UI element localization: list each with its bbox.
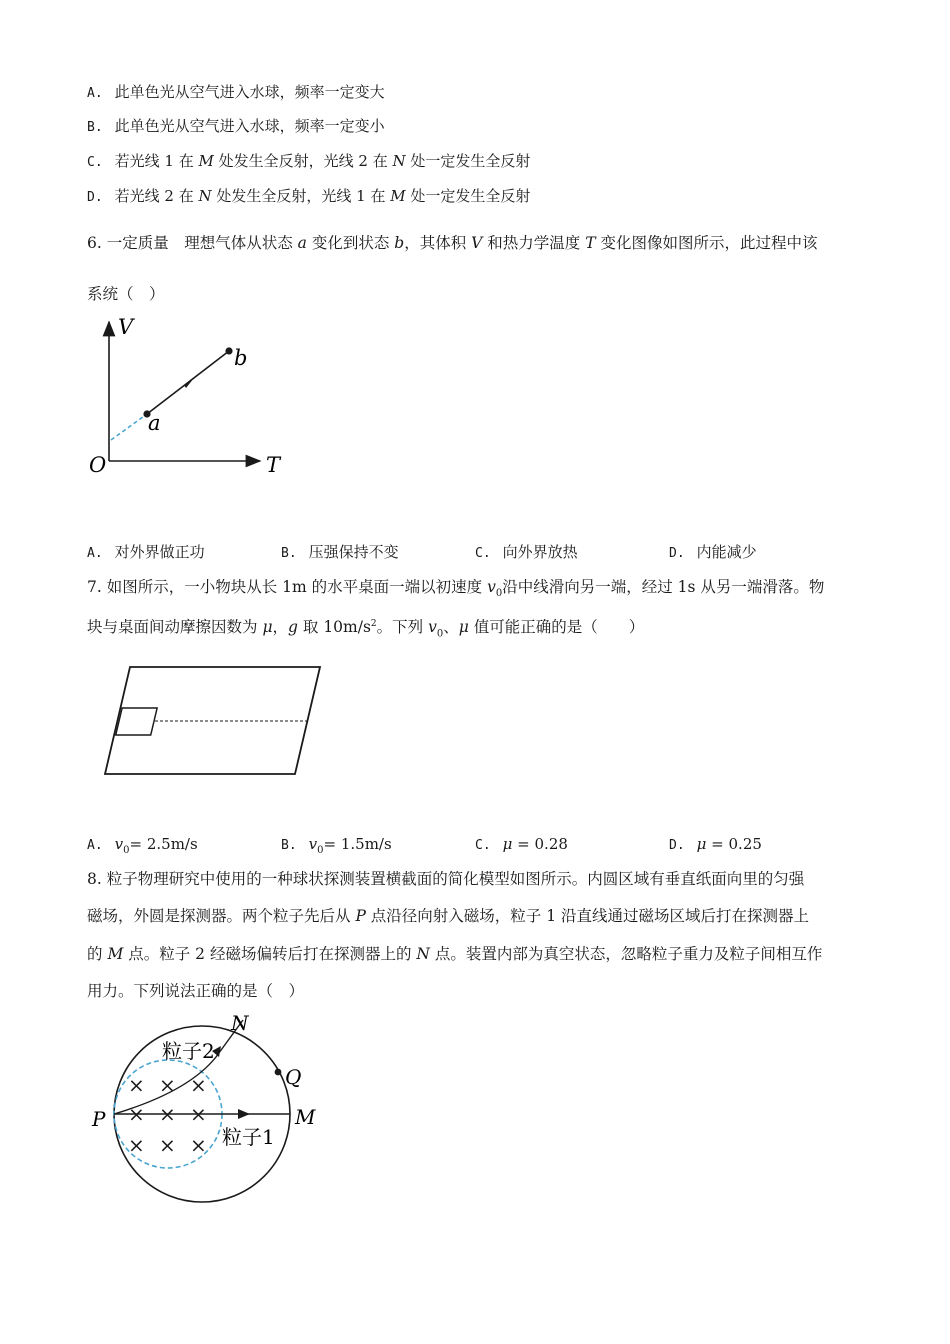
field-mark: ×: [190, 1073, 207, 1097]
option-label: A.: [87, 86, 103, 101]
q8-stem-line3: [87, 944, 822, 964]
label-particle2: 粒子2: [162, 1039, 215, 1063]
var-v: v: [114, 835, 124, 853]
stem-text: 值可能正确的是（ ）: [468, 618, 645, 637]
q6-option-d: [669, 542, 757, 564]
var-v: V: [471, 234, 483, 252]
extrapolation-dashed-line: [111, 414, 147, 440]
stem-text: 取 10m/s: [297, 618, 371, 637]
option-text: 压强保持不变: [308, 543, 399, 561]
var-v: v: [428, 618, 437, 637]
subscript: 0: [495, 588, 503, 600]
stem-text: 块与桌面间动摩擦因数为: [87, 618, 263, 637]
option-text: 此单色光从空气进入水球，频率一定变小: [114, 117, 385, 135]
option-text: 处一定发生全反射: [405, 152, 531, 170]
detector-figure: [88, 1012, 328, 1212]
q7-option-d: [669, 834, 762, 856]
option-label: B.: [281, 838, 297, 853]
option-text: 对外界做正功: [114, 543, 205, 561]
var-a: a: [297, 234, 307, 252]
q6-stem-line2: 系统（ ）: [87, 285, 165, 303]
q7-option-b: [281, 834, 392, 861]
q5-option-a: [87, 82, 385, 104]
field-mark: ×: [159, 1133, 176, 1157]
stem-text: 7. 如图所示，一小物块从长 1m 的水平桌面一端以初速度: [87, 578, 488, 596]
var-mu: μ: [696, 835, 707, 853]
option-text: 处发生全反射，光线 2 在: [213, 152, 393, 170]
q6-option-a: [87, 542, 205, 564]
point-q: [275, 1069, 282, 1076]
subscript: 0: [123, 845, 130, 856]
stem-text: 和热力学温度: [482, 234, 586, 252]
stem-text: 、: [443, 618, 459, 637]
option-value: = 0.28: [512, 835, 568, 853]
field-mark: ×: [159, 1102, 176, 1126]
field-marks: [128, 1073, 207, 1157]
particle2-path: [114, 1020, 243, 1114]
label-a: a: [148, 411, 161, 435]
var-g: g: [288, 618, 298, 637]
q7-option-c: [475, 834, 568, 856]
label-m: M: [295, 1105, 316, 1129]
q6-option-c: [475, 542, 578, 564]
option-label: D.: [87, 190, 103, 205]
stem-text: 磁场，外圆是探测器。两个粒子先后从: [87, 907, 356, 925]
option-text: 若光线 2 在: [114, 187, 199, 205]
origin-label: O: [89, 453, 107, 477]
option-label: A.: [87, 546, 103, 561]
q5-option-c: [87, 151, 530, 173]
option-text: 若光线 1 在: [114, 152, 199, 170]
var-b: b: [394, 234, 405, 252]
var-n: N: [198, 187, 212, 205]
var-v: v: [487, 578, 496, 596]
var-m: M: [198, 152, 214, 170]
subscript: 0: [436, 628, 444, 640]
stem-text: 。下列: [376, 618, 429, 637]
stem-text: ，其体积: [404, 234, 472, 252]
field-mark: ×: [128, 1133, 145, 1157]
var-n: N: [392, 152, 406, 170]
label-q: Q: [285, 1065, 302, 1089]
label-b: b: [234, 346, 248, 370]
option-label: B.: [87, 120, 103, 135]
stem-text: 的: [87, 945, 108, 963]
option-label: D.: [669, 838, 685, 853]
direction-arrow: [184, 378, 194, 388]
superscript: 2: [370, 619, 377, 629]
q6-option-b: [281, 542, 399, 564]
q7-stem-line2: [87, 614, 644, 644]
field-mark: ×: [128, 1073, 145, 1097]
field-mark: ×: [190, 1133, 207, 1157]
option-label: A.: [87, 838, 103, 853]
option-label: C.: [87, 155, 103, 170]
option-text: 此单色光从空气进入水球，频率一定变大: [114, 83, 385, 101]
field-mark: ×: [128, 1102, 145, 1126]
option-text: 内能减少: [696, 543, 757, 561]
table-figure: [100, 662, 330, 782]
q7-option-a: [87, 834, 198, 861]
particle1-arrow: [238, 1109, 250, 1119]
option-value: = 0.25: [706, 835, 762, 853]
option-value: = 1.5m/s: [323, 835, 392, 853]
option-text: 向外界放热: [502, 543, 578, 561]
axis-label-t: T: [266, 453, 281, 477]
subscript: 0: [317, 845, 324, 856]
block: [116, 708, 157, 735]
stem-text: 点。粒子 2 经磁场偏转后打在探测器上的: [123, 945, 417, 963]
var-m: M: [107, 945, 124, 963]
label-n: N: [231, 1011, 249, 1035]
var-mu: μ: [502, 835, 513, 853]
var-m: M: [390, 187, 406, 205]
label-p: P: [92, 1107, 106, 1131]
option-label: D.: [669, 546, 685, 561]
stem-text: ，: [272, 618, 289, 637]
q6-stem-line1: [87, 233, 817, 253]
var-mu: μ: [262, 618, 273, 637]
var-mu: μ: [458, 618, 469, 637]
stem-text: 6. 一定质量 理想气体从状态: [87, 234, 298, 252]
q5-option-d: [87, 186, 530, 208]
q7-stem-line1: [87, 577, 824, 604]
point-b: [225, 347, 232, 354]
stem-text: 变化图像如图所示，此过程中该: [595, 234, 818, 252]
stem-text: 变化到状态: [306, 234, 395, 252]
label-particle1: 粒子1: [222, 1125, 275, 1149]
stem-text: 点。装置内部为真空状态，忽略粒子重力及粒子间相互作: [429, 945, 823, 963]
field-mark: ×: [159, 1073, 176, 1097]
option-label: C.: [475, 546, 491, 561]
option-text: 处发生全反射，光线 1 在: [211, 187, 391, 205]
stem-text: 点沿径向射入磁场，粒子 1 沿直线通过磁场区域后打在探测器上: [365, 907, 810, 925]
q8-stem-line1: 8. 粒子物理研究中使用的一种球状探测装置横截面的简化模型如图所示。内圆区域有垂直纸面向里的匀强: [87, 870, 805, 888]
q8-stem-line4: 用力。下列说法正确的是（ ）: [87, 982, 305, 1000]
field-mark: ×: [190, 1102, 207, 1126]
option-label: B.: [281, 546, 297, 561]
option-value: = 2.5m/s: [129, 835, 198, 853]
q5-option-b: [87, 116, 385, 138]
var-p: P: [355, 907, 366, 925]
var-t: T: [585, 234, 596, 252]
option-text: 处一定发生全反射: [405, 187, 531, 205]
q8-stem-line2: [87, 906, 809, 926]
stem-text: 沿中线滑向另一端，经过 1s 从另一端滑落。物: [502, 578, 825, 596]
var-v: v: [308, 835, 318, 853]
axis-label-v: V: [118, 315, 134, 339]
option-label: C.: [475, 838, 491, 853]
var-n: N: [416, 945, 430, 963]
vt-graph: [80, 312, 290, 482]
